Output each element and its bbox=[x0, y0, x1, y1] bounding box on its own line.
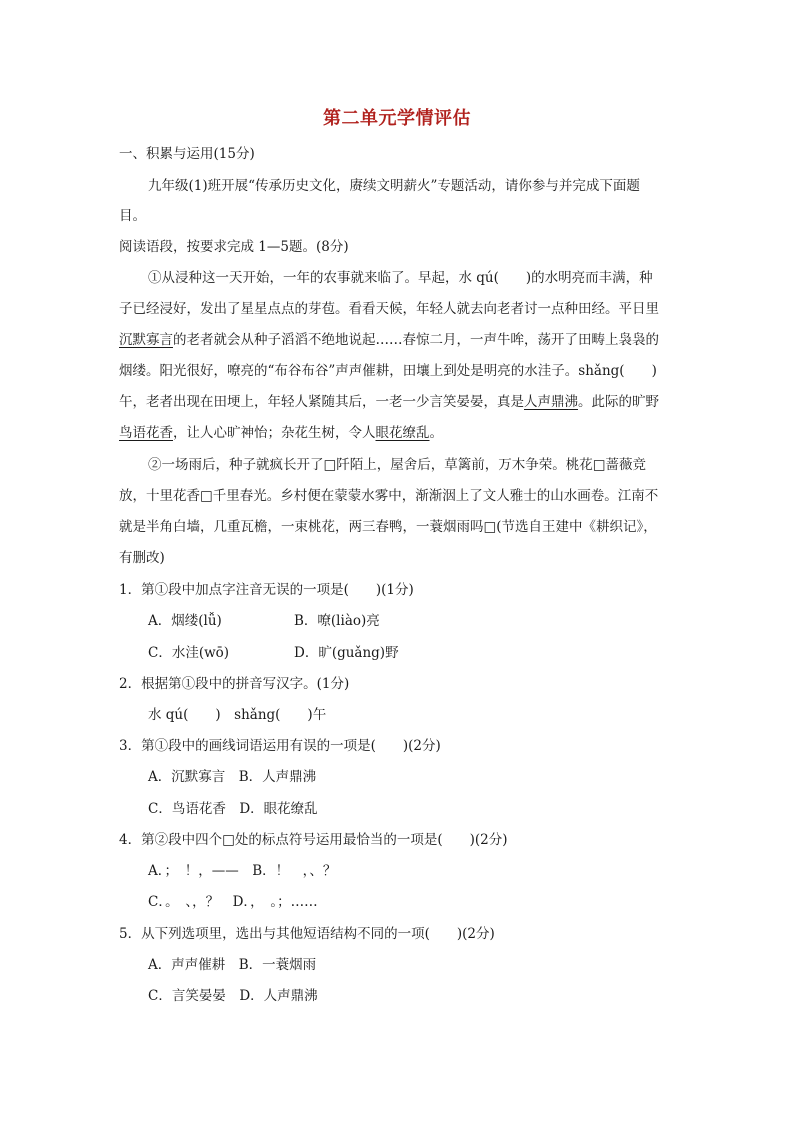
page-title: 第二单元学情评估 bbox=[323, 108, 471, 129]
passage1-line-3 bbox=[119, 330, 659, 350]
q1-option-d: D．旷(guǎng)野 bbox=[294, 645, 399, 661]
q5-options-cd: C．言笑晏晏 D．人声鼎沸 bbox=[148, 988, 318, 1004]
q3-options-ab: A．沉默寡言 B．人声鼎沸 bbox=[148, 769, 317, 785]
q3-options-cd: C．鸟语花香 D．眼花缭乱 bbox=[148, 801, 318, 817]
question-1-stem: 1．第①段中加点字注音无误的一项是( )(1分) bbox=[119, 582, 414, 598]
underlined-phrase: 人声鼎沸 bbox=[524, 394, 578, 410]
q5-options-ab: A．声声催耕 B．一蓑烟雨 bbox=[148, 957, 317, 973]
passage1-line-1: ①从浸种这一天开始，一年的农事就来临了。早起，水 qú( )的水明亮而丰满，种 bbox=[148, 270, 653, 286]
intro-line-1: 九年级(1)班开展“传承历史文化，赓续文明薪火”专题活动，请你参与并完成下面题 bbox=[148, 178, 640, 194]
passage2-line-1: ②一场雨后，种子就疯长开了□阡陌上，屋舍后，草篱前，万木争荣。桃花□蔷薇竞 bbox=[148, 457, 647, 473]
question-3-stem: 3．第①段中的画线词语运用有误的一项是( )(2分) bbox=[119, 738, 441, 754]
underlined-phrase: 沉默寡言 bbox=[119, 332, 173, 348]
passage1-line-5 bbox=[119, 392, 659, 412]
q4-options-ab: A．； ！，—— B．！ ，、？ bbox=[148, 863, 337, 879]
underlined-phrase: 眼花缭乱 bbox=[375, 425, 430, 441]
intro-line-2: 目。 bbox=[119, 208, 146, 224]
passage1-line-4: 烟缕。阳光很好，嘹亮的“布谷布谷”声声催耕，田壤上到处是明亮的水洼子。shǎng( ) bbox=[119, 363, 657, 379]
text-run: 的老者就会从种子滔滔不绝地说起……春惊二月，一声牛哞，荡开了田畴上袅袅的 bbox=[173, 332, 659, 348]
q1-option-c: C．水洼(wō) bbox=[148, 645, 230, 661]
q1-option-b: B．嘹(liào)亮 bbox=[294, 613, 380, 629]
q1-option-a: A．烟缕(lǚ) bbox=[148, 613, 222, 629]
passage2-line-3: 就是半角白墙，几重瓦檐，一束桃花，两三春鸭，一蓑烟雨吗□(节选自王建中《耕织记》， bbox=[119, 519, 657, 535]
q4-options-cd: C．。 、，？ D．， 。；…… bbox=[148, 894, 318, 910]
question-5-stem: 5．从下列选项里，选出与其他短语结构不同的一项( )(2分) bbox=[119, 926, 495, 942]
reading-instruction: 阅读语段，按要求完成 1—5题。(8分) bbox=[119, 239, 349, 255]
text-run: ，让人心旷神怡；杂花生树，令人 bbox=[173, 425, 376, 441]
underlined-phrase: 鸟语花香 bbox=[119, 425, 173, 441]
q2-answer-blanks: 水 qú( ) shǎng( )午 bbox=[148, 707, 327, 723]
text-run: 。此际的旷野 bbox=[578, 394, 659, 410]
question-4-stem: 4．第②段中四个□处的标点符号运用最恰当的一项是( )(2分) bbox=[119, 832, 508, 848]
text-run: 午，老者出现在田埂上，年轻人紧随其后，一老一少言笑晏晏，真是 bbox=[119, 394, 524, 410]
question-2-stem: 2．根据第①段中的拼音写汉字。(1分) bbox=[119, 676, 350, 692]
text-run: 。 bbox=[429, 425, 443, 441]
passage1-line-2: 子已经浸好，发出了星星点点的芽苞。看看天候，年轻人就去向老者讨一点种田经。平日里 bbox=[119, 301, 659, 317]
passage1-line-6 bbox=[119, 423, 443, 443]
passage2-line-4: 有删改) bbox=[119, 550, 165, 566]
section-heading: 一、积累与运用(15分) bbox=[119, 146, 255, 162]
passage2-line-2: 放，十里花香□千里春光。乡村便在蒙蒙水雾中，渐渐洇上了文人雅士的山水画卷。江南不 bbox=[119, 488, 659, 504]
